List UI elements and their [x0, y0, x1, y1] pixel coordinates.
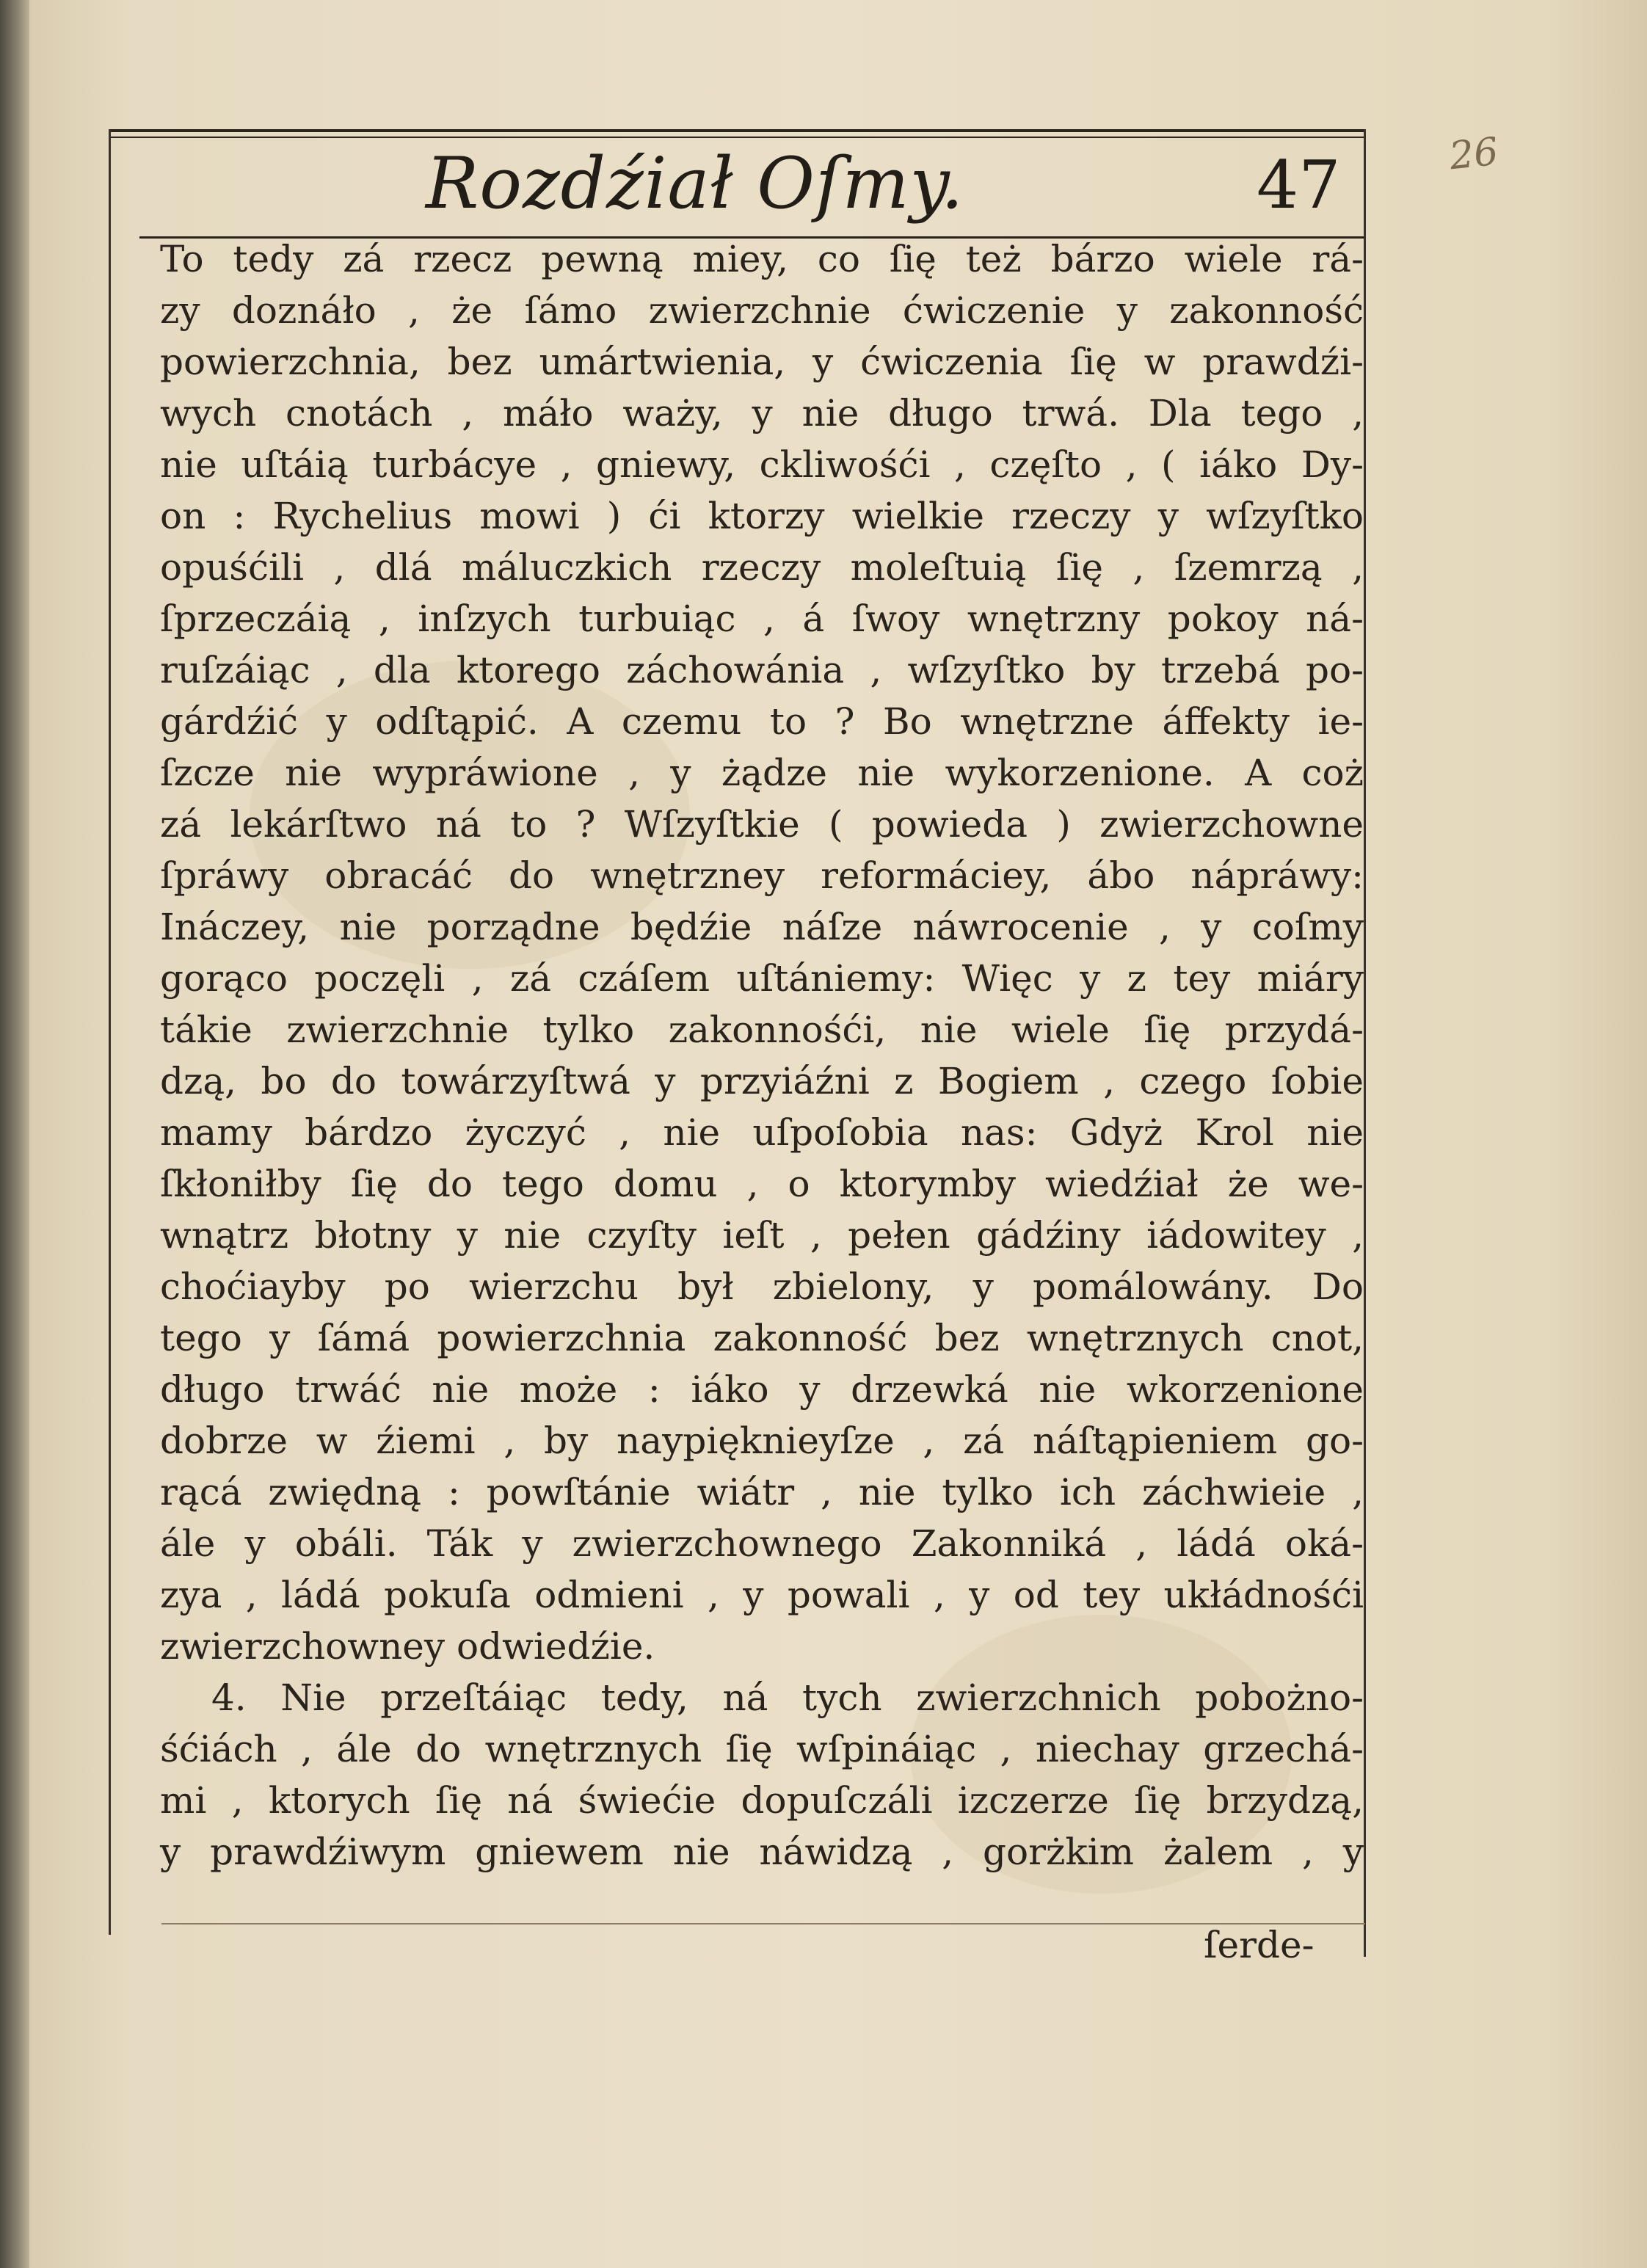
text-line: zwierzchowney odwiedźie.	[160, 1625, 655, 1668]
text-line: ſprzeczáią , inſzych turbuiąc , á ſwoy wnętrzny pokoy ná-	[160, 597, 1364, 640]
text-line: tákie zwierzchnie tylko zakonnośći, nie wiele ſię przydá-	[160, 1008, 1364, 1051]
text-line: ále y obáli. Ták y zwierzchownego Zakonniká , ládá oká-	[160, 1522, 1364, 1565]
text-line: śćiách , ále do wnętrznych ſię wſpináiąc , niechay grzechá-	[160, 1728, 1364, 1770]
frame-top-rule	[110, 129, 1365, 132]
text-line: rącá zwiędną : powſtánie wiátr , nie tylko ich záchwieie ,	[160, 1471, 1364, 1513]
text-line: ruſzáiąc , dla ktorego záchowánia , wſzyſtko by trzebá po-	[160, 649, 1364, 691]
text-line: choćiayby po wierzchu był zbielony, y pomálowány. Do	[160, 1265, 1364, 1308]
text-line: wnątrz błotny y nie czyſty ieſt , pełen gádźiny iádowitey ,	[160, 1214, 1364, 1257]
text-line: dobrze w źiemi , by naypięknieyſze , zá náſtąpieniem go-	[160, 1420, 1364, 1462]
text-line: mamy bárdzo życzyć , nie uſpoſobia nas: Gdyż Krol nie	[160, 1111, 1364, 1154]
text-line: zy doznáło , że ſámo zwierzchnie ćwiczenie y zakonność	[160, 289, 1364, 332]
text-line: powierzchnia, bez umártwienia, y ćwiczenia ſię w prawdźi-	[160, 341, 1364, 383]
page-number: 47	[1257, 147, 1341, 224]
frame-left-rule	[109, 129, 111, 1935]
text-line: y prawdźiwym gniewem nie náwidzą , gorżkim żalem , y	[160, 1831, 1364, 1873]
text-line: gorąco poczęli , zá czáſem uſtániemy: Więc y z tey miáry	[160, 957, 1364, 1000]
text-line: dzą, bo do towárzyſtwá y przyiáźni z Bogiem , czego ſobie	[160, 1060, 1364, 1102]
text-line: To tedy zá rzecz pewną miey, co ſię też bárzo wiele rá-	[160, 238, 1364, 280]
text-line: Ináczey, nie porządne będźie náſze náwrocenie , y coſmy	[160, 906, 1364, 948]
text-line: mi , ktorych ſię ná świećie dopuſczáli izczerze ſię brzydzą,	[160, 1779, 1364, 1822]
text-line: długo trwáć nie może : iáko y drzewká nie wkorzenione	[160, 1368, 1364, 1411]
text-line: ſzcze nie wypráwione , y żądze nie wykorzenione. A coż	[160, 752, 1364, 794]
main-text-block	[160, 233, 1364, 1878]
text-line: opuśćili , dlá máluczkich rzeczy moleſtuią ſię , ſzemrzą ,	[160, 546, 1364, 589]
frame-right-rule	[1364, 129, 1366, 1957]
text-line: ſkłoniłby ſię do tego domu , o ktorymby wiedźiał że we-	[160, 1163, 1364, 1205]
bottom-rule	[161, 1923, 1365, 1924]
text-line: wych cnotách , máło waży, y nie długo trwá. Dla tego ,	[160, 392, 1364, 435]
text-line: nie uſtáią turbácye , gniewy, ckliwośći , częſto , ( iáko Dy-	[160, 443, 1364, 486]
page-gutter-shadow	[0, 0, 29, 2268]
running-title: Rozdźiał Oſmy.	[426, 142, 964, 225]
text-line-paragraph-start: 4. Nie przeſtáiąc tedy, ná tych zwierzchnich pobożno-	[211, 1676, 1364, 1719]
text-line: on : Rychelius mowi ) ći ktorzy wielkie rzeczy y wſzyſtko	[160, 495, 1364, 537]
text-line: zá lekárſtwo ná to ? Wſzyſtkie ( powieda ) zwierzchowne	[160, 803, 1364, 846]
handwritten-folio-note: 26	[1447, 129, 1501, 179]
text-line: tego y ſámá powierzchnia zakonność bez wnętrznych cnot,	[160, 1317, 1364, 1359]
text-line: ſpráwy obracáć do wnętrzney reformáciey, ábo nápráwy:	[160, 854, 1364, 897]
text-line: gárdźić y odſtąpić. A czemu to ? Bo wnętrzne áffekty ie-	[160, 700, 1364, 743]
catchword: ſerde-	[1204, 1924, 1315, 1966]
text-line: zya , ládá pokuſa odmieni , y powali , y od tey ukłádnośći	[160, 1574, 1364, 1616]
